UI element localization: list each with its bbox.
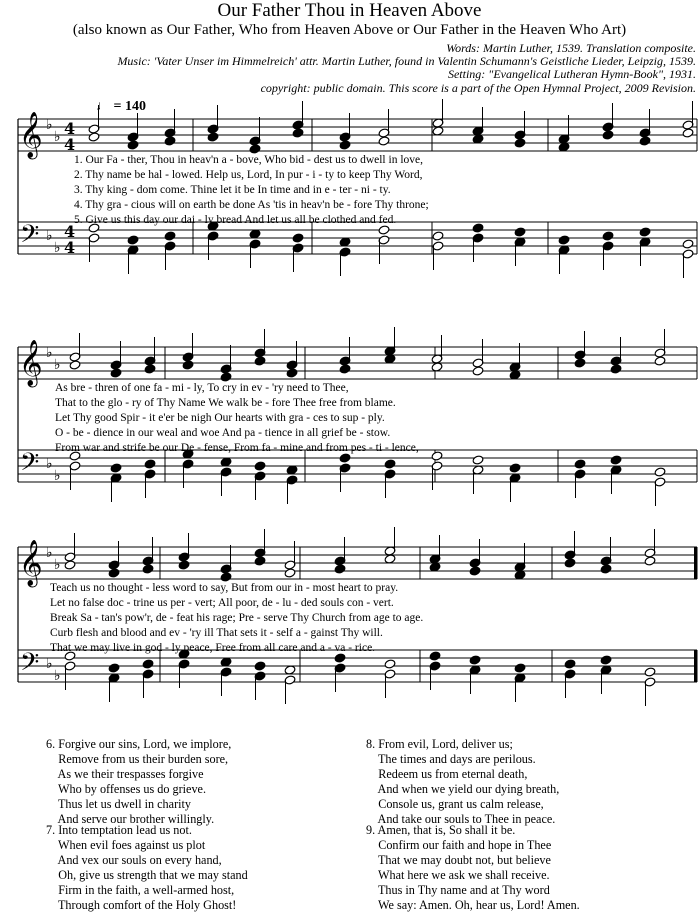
treble-note <box>514 138 526 148</box>
bass-note <box>558 235 570 245</box>
bass-note <box>429 651 441 661</box>
stanza-line: Thus let us dwell in charity <box>57 797 191 811</box>
bass-note <box>514 663 526 673</box>
flat-icon: ♭ <box>46 656 53 672</box>
bass-note <box>384 659 396 669</box>
stanza-line: Console us, grant us calm release, <box>378 797 544 811</box>
bass-note <box>164 231 176 241</box>
stanza-line: Firm in the faith, a well-armed host, <box>58 883 235 897</box>
stanza-number: 7. <box>46 823 59 837</box>
flat-icon: ♭ <box>54 357 61 373</box>
stanza-line: Oh, give us strength that we may stand <box>58 868 248 882</box>
stanza-line: Forgive our sins, Lord, we implore, <box>58 737 232 751</box>
lyric-line: 1. Our Fa - ther, Thou in heav'n a - bove, Who bid - dest us to dwell in love, <box>74 154 423 166</box>
lyric-line: 5. Give us this day our dai - ly bread And let us all be clothed and fed. <box>74 214 397 226</box>
stanza-line: Into temptation lead us not. <box>58 823 192 837</box>
treble-note <box>182 360 194 370</box>
stanza-number: 6. <box>46 737 59 751</box>
bass-note <box>339 453 351 463</box>
lyric-line: O - be - dience in our weal and woe And pa - tience in all grief be - stow. <box>55 427 391 439</box>
music-credit: Music: 'Vater Unser im Himmelreich' attr. Martin Luther, found in Valentin Schumann's Geistliche Lieder, Leipzig, 1539. <box>117 54 696 68</box>
stanza-line: We say: Amen. Oh, hear us, Lord! Amen. <box>377 898 580 912</box>
stanza-line: Through comfort of the Holy Ghost! <box>57 898 237 912</box>
stanza-line: As we their trespasses forgive <box>57 767 204 781</box>
stanza-line: Amen, that is, So shall it be. <box>377 823 516 837</box>
bass-note <box>110 463 122 473</box>
flat-icon: ♭ <box>46 228 53 244</box>
treble-note <box>574 358 586 368</box>
bass-note <box>514 227 526 237</box>
treble-note <box>472 366 484 376</box>
stanza-line: When evil foes against us plot <box>57 838 206 852</box>
bass-note <box>654 467 666 477</box>
treble-note <box>127 140 139 150</box>
stanza-line: And vex our souls on every hand, <box>57 853 222 867</box>
bass-note <box>564 659 576 669</box>
treble-note <box>564 558 576 568</box>
flat-icon: ♭ <box>54 240 61 256</box>
bass-note <box>432 231 444 241</box>
treble-note <box>654 356 666 366</box>
treble-note <box>339 364 351 374</box>
lyric-line: Let no false doc - trine us per - vert; All poor, de - lu - ded souls con - vert. <box>50 597 394 609</box>
lyric-line: As bre - thren of one fa - mi - ly, To cry in ev - 'ry need to Thee, <box>55 382 349 394</box>
flat-icon: ♭ <box>54 468 61 484</box>
hymn-title: Our Father Thou in Heaven Above <box>217 0 482 21</box>
treble-note <box>286 368 298 378</box>
bass-note <box>644 667 656 677</box>
treble-note <box>64 560 76 570</box>
treble-note <box>469 566 481 576</box>
stanza-line: Redeem us from eternal death, <box>378 767 528 781</box>
bass-note <box>254 461 266 471</box>
treble-note <box>178 560 190 570</box>
final-barline <box>694 650 697 682</box>
stanza-block <box>366 737 559 827</box>
bass-note <box>431 451 443 461</box>
treble-note <box>254 556 266 566</box>
words-credit: Words: Martin Luther, 1539. Translation composite. <box>446 41 696 55</box>
bass-note <box>108 663 120 673</box>
treble-note <box>644 556 656 566</box>
treble-clef-icon: 𝄞 <box>19 540 43 586</box>
lyric-line: Let Thy good Spir - it e'er be nigh Our hearts with gra - ces to sup - ply. <box>55 412 385 424</box>
stanza-line: From evil, Lord, deliver us; <box>378 737 513 751</box>
bass-note <box>682 239 694 249</box>
treble-note <box>682 128 694 138</box>
stanza-line: The times and days are perilous. <box>377 752 536 766</box>
treble-note <box>207 132 219 142</box>
time-signature-numerator: 4 <box>64 222 76 241</box>
bass-clef-icon: 𝄢 <box>20 448 40 483</box>
stanza-line: Remove from us their burden sore, <box>58 752 229 766</box>
flat-icon: ♭ <box>54 668 61 684</box>
flat-icon: ♭ <box>54 129 61 145</box>
treble-note <box>164 136 176 146</box>
stanza-block <box>46 737 231 827</box>
bass-note <box>600 655 612 665</box>
time-signature-numerator: 4 <box>64 119 76 138</box>
lyric-line: 4. Thy gra - cious will on earth be done As 'tis in heav'n be - fore Thy throne; <box>74 199 429 211</box>
flat-icon: ♭ <box>46 345 53 361</box>
lyric-line: From war and strife be our De - fense, From fa - mine and from pes - ti - lence, <box>55 442 419 454</box>
bass-note <box>472 223 484 233</box>
treble-note <box>110 368 122 378</box>
bass-note <box>384 459 396 469</box>
bass-note <box>602 231 614 241</box>
treble-note <box>334 564 346 574</box>
flat-icon: ♭ <box>46 456 53 472</box>
stanza-block <box>366 823 580 913</box>
treble-note <box>220 572 232 582</box>
bass-note <box>127 235 139 245</box>
treble-note <box>69 360 81 370</box>
bass-note <box>144 459 156 469</box>
stanza-line: Thus in Thy name and at Thy word <box>377 883 550 897</box>
flat-icon: ♭ <box>46 545 53 561</box>
bass-note <box>610 455 622 465</box>
bass-note <box>292 233 304 243</box>
copyright-credit: copyright: public domain. This score is a part of the Open Hymnal Project, 2009 Revision. <box>260 81 696 95</box>
lyric-line: Break Sa - tan's pow'r, de - feat his rage; Pre - serve Thy Church from age to age. <box>50 612 424 624</box>
hymn-subtitle: (also known as Our Father, Who from Heaven Above or Our Father in the Heaven Who Art) <box>72 22 627 38</box>
lyric-line: 2. Thy name be hal - lowed. Help us, Lord, In pur - i - ty to keep Thy Word, <box>74 169 423 181</box>
bass-note <box>574 459 586 469</box>
bass-note <box>472 455 484 465</box>
stanza-line: And when we yield our dying breath, <box>377 782 560 796</box>
bass-note <box>469 655 481 665</box>
stanza-number: 9. <box>366 823 378 837</box>
bass-note <box>378 225 390 235</box>
treble-note <box>284 568 296 578</box>
tempo-marking: ♩ = 140 <box>96 99 146 114</box>
treble-note <box>639 136 651 146</box>
treble-note <box>220 372 232 382</box>
treble-note <box>600 564 612 574</box>
treble-note <box>254 356 266 366</box>
lyric-line: That to the glo - ry of Thy Name We walk be - fore Thee free from blame. <box>55 397 396 409</box>
setting-credit: Setting: "Evangelical Lutheran Hymn-Book", 1931. <box>447 67 696 81</box>
time-signature-denominator: 4 <box>64 135 76 154</box>
stanza-line: Confirm our faith and hope in Thee <box>378 838 552 852</box>
treble-note <box>339 140 351 150</box>
lyric-line: Curb flesh and blood and ev - 'ry ill That sets it - self a - gainst Thy will. <box>50 627 383 639</box>
bass-clef-icon: 𝄢 <box>20 648 40 683</box>
treble-note <box>602 130 614 140</box>
lyric-line: That we may live in god - ly peace, Free from all care and a - va - rice. <box>50 642 376 654</box>
flat-icon: ♭ <box>46 117 53 133</box>
treble-note <box>378 136 390 146</box>
bass-note <box>334 653 346 663</box>
bass-note <box>509 463 521 473</box>
time-signature-denominator: 4 <box>64 238 76 257</box>
stanza-line: And serve our brother willingly. <box>57 812 215 826</box>
stanza-line: What here we ask we shall receive. <box>377 868 550 882</box>
flat-icon: ♭ <box>54 557 61 573</box>
stanza-line: That we may doubt not, but believe <box>377 853 551 867</box>
treble-note <box>108 568 120 578</box>
lyric-line: 3. Thy king - dom come. Thine let it be In time and in e - ter - ni - ty. <box>74 184 391 196</box>
final-barline <box>694 547 697 579</box>
stanza-line: Who by offenses us do grieve. <box>57 782 206 796</box>
treble-note <box>292 128 304 138</box>
treble-note <box>142 564 154 574</box>
treble-clef-icon: 𝄞 <box>19 112 43 158</box>
stanza-line: And take our souls to Thee in peace. <box>377 812 556 826</box>
bass-note <box>639 227 651 237</box>
stanza-block <box>46 823 248 913</box>
stanza-number: 8. <box>366 737 379 751</box>
bass-note <box>254 661 266 671</box>
lyric-line: Teach us no thought - less word to say, But from our in - most heart to pray. <box>50 582 399 594</box>
treble-note <box>249 144 261 154</box>
bass-clef-icon: 𝄢 <box>20 220 40 255</box>
treble-note <box>144 364 156 374</box>
treble-clef-icon: 𝄞 <box>19 340 43 386</box>
bass-note <box>142 659 154 669</box>
treble-note <box>610 364 622 374</box>
treble-note <box>88 132 100 142</box>
